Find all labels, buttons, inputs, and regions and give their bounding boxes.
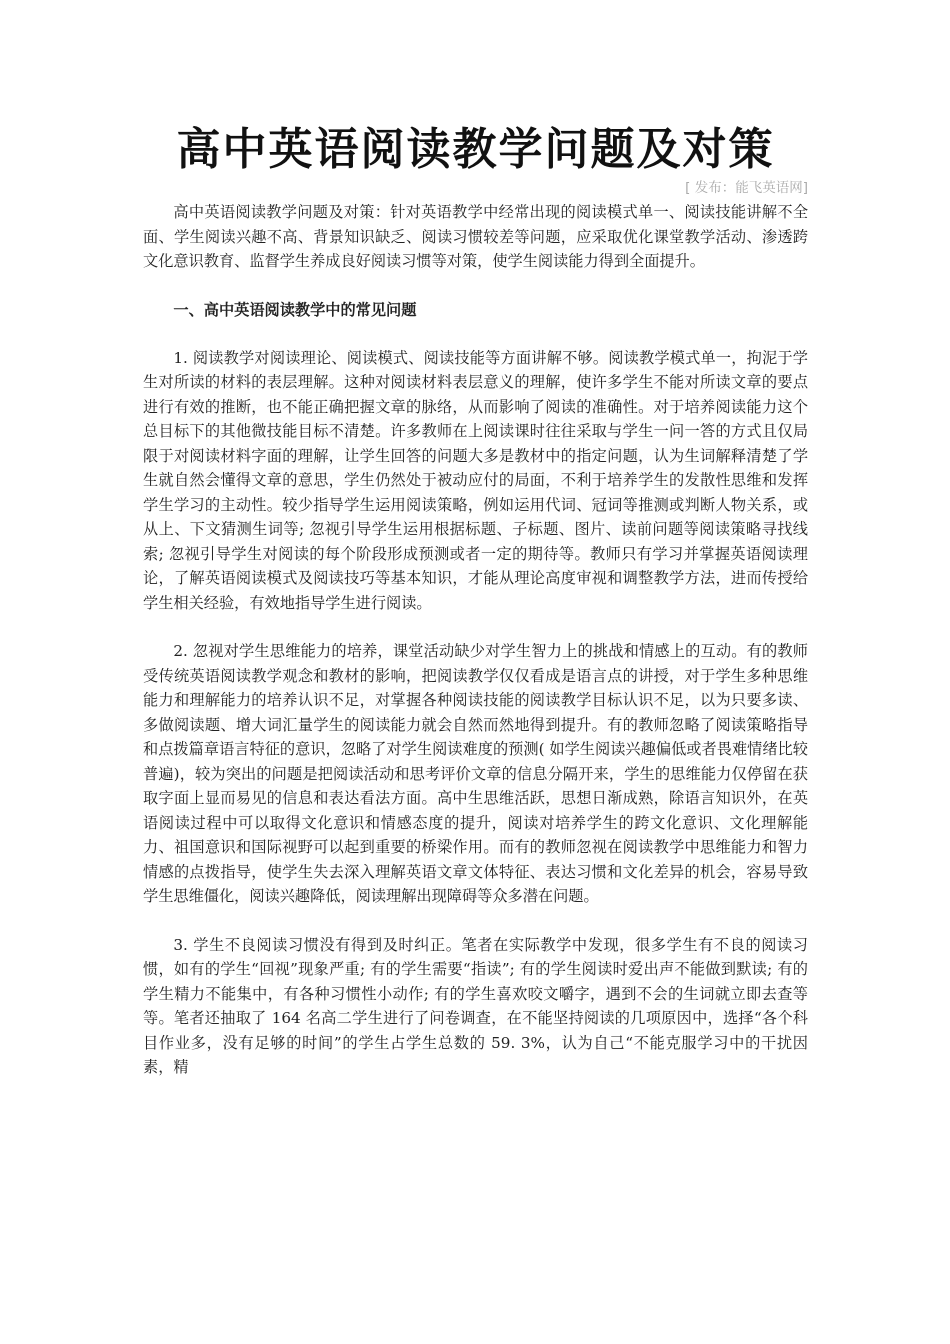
section-heading: 一、高中英语阅读教学中的常见问题 (173, 300, 417, 319)
spacer (143, 909, 808, 933)
paragraph-2: 2. 忽视对学生思维能力的培养，课堂活动缺少对学生智力上的挑战和情感上的互动。有的教师受传统英语阅读教学观念和教材的影响，把阅读教学仅仅看成是语言点的讲授，对于学生多种思维能力和理解能力的培养认识不足，对掌握各种阅读技能的阅读教学目标认识不足，以为只要多读、多做阅读题、增大词汇量学生的阅读能力就会自然而然地得到提升。有的教师忽略了阅读策略指导和点拨篇章语言特征的意识，忽略了对学生阅读难度的预测( 如学生阅读兴趣偏低或者畏难情绪比较普遍)，较为突出的问题是把阅读活动和思考评价文章的信息分隔开来，学生的思维能力仅停留在获取字面上显而易见的信息和表达看法方面。高中生思维活跃，思想日渐成熟，除语言知识外，在英语阅读过程中可以取得文化意识和情感态度的提升，阅读对培养学生的跨文化意识、文化理解能力、祖国意识和国际视野可以起到重要的桥梁作用。而有的教师忽视在阅读教学中思维能力和智力情感的点拨指导，使学生失去深入理解英语文章文体特征、表达习惯和文化差异的机会，容易导致学生思维僵化，阅读兴趣降低，阅读理解出现障碍等众多潜在问题。 (143, 642, 808, 905)
paragraph-1: 1. 阅读教学对阅读理论、阅读模式、阅读技能等方面讲解不够。阅读教学模式单一，拘泥于学生对所读的材料的表层理解。这种对阅读材料表层意义的理解，使许多学生不能对所读文章的要点进行有效的推断，也不能正确把握文章的脉络，从而影响了阅读的准确性。对于培养阅读能力这个总目标下的其他微技能目标不清楚。许多教师在上阅读课时往往采取与学生一问一答的方式且仅局限于对阅读材料字面的理解，让学生回答的问题大多是教材中的指定问题，认为生词解释清楚了学生就自然会懂得文章的意思，学生仍然处于被动应付的局面，不利于培养学生的发散性思维和发挥学生学习的主动性。较少指导学生运用阅读策略，例如运用代词、冠词等推测或判断人物关系，或从上、下文猜测生词等; 忽视引导学生运用根据标题、子标题、图片、读前问题等阅读策略寻找线索; 忽视引导学生对阅读的每个阶段形成预测或者一定的期待等。教师只有学习并掌握英语阅读理论，了解英语阅读模式及阅读技巧等基本知识，才能从理论高度审视和调整教学方法，进而传授给学生相关经验，有效地指导学生进行阅读。 (143, 348, 808, 612)
spacer (143, 322, 808, 346)
document-page (143, 120, 808, 1080)
intro-paragraph: 高中英语阅读教学问题及对策：针对英语教学中经常出现的阅读模式单一、阅读技能讲解不全面、学生阅读兴趣不高、背景知识缺乏、阅读习惯较差等问题，应采取优化课堂教学活动、渗透跨文化意识教育、监督学生养成良好阅读习惯等对策，使学生阅读能力得到全面提升。 (143, 203, 808, 270)
spacer (143, 615, 808, 639)
page-title: 高中英语阅读教学问题及对策 (176, 124, 775, 175)
paragraph-3: 3. 学生不良阅读习惯没有得到及时纠正。笔者在实际教学中发现，很多学生有不良的阅读习惯，如有的学生“回视”现象严重; 有的学生需要“指读”; 有的学生阅读时爱出声不能做到默读; 有的学生精力不能集中，有各种习惯性小动作; 有的学生喜欢咬文嚼字，遇到不会的生词就立即去查等等。笔者还抽取了 164 名高二学生进行了问卷调查，在不能坚持阅读的几项原因中，选择“各个科目作业多，没有足够的时间”的学生占学生总数的 59. 3%，认为自己“不能克服学习中的干扰因素，精 (143, 935, 808, 1076)
spacer (143, 274, 808, 298)
source-note: [ 发布：能飞英语网] (685, 180, 808, 196)
